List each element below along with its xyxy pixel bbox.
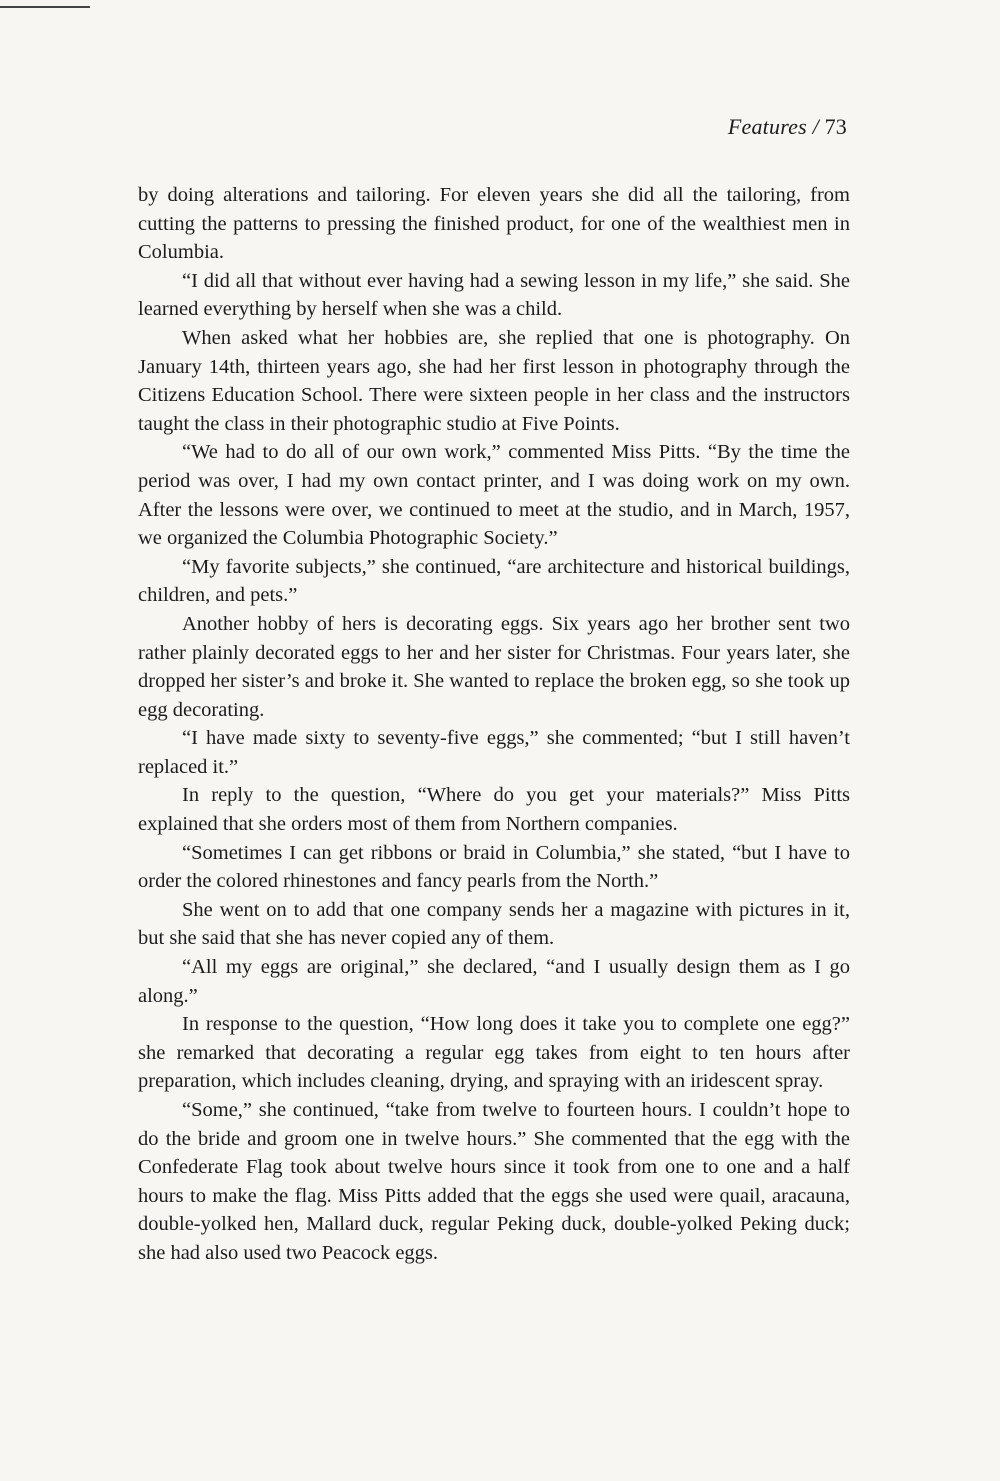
paragraph-10: She went on to add that one company sends her a magazine with pictures in it, but she said that she has never copied any of them. [138,898,850,950]
paragraph-2: “I did all that without ever having had a sewing lesson in my life,” she said. She learned everything by herself when she was a child. [138,269,850,321]
page-number: 73 [824,114,847,139]
running-header [728,114,847,140]
paragraph-4: “We had to do all of our own work,” commented Miss Pitts. “By the time the period was over, I had my own contact printer, and I was doing work on my own. After the lessons were over, we continued to meet at the studio, and in March, 1957, we organized the Columbia Photographic Society.” [138,441,850,550]
paragraph-13: “Some,” she continued, “take from twelve to fourteen hours. I couldn’t hope to do the bride and groom one in twelve hours.” She commented that the egg with the Confederate Flag took about twelve hours since it took from one to one and a half hours to make the flag. Miss Pitts added that the eggs she used were quail, aracauna, double-yolked hen, Mallard duck, regular Peking duck, double-yolked Peking duck; she had also used two Peacock eggs. [138,1099,850,1264]
paragraph-3: When asked what her hobbies are, she replied that one is photography. On January 14th, thirteen years ago, she had her first lesson in photography through the Citizens Education School. There were sixteen people in her class and the instructors taught the class in their photographic studio at Five Points. [138,326,850,435]
paragraph-9: “Sometimes I can get ribbons or braid in Columbia,” she stated, “but I have to order the colored rhinestones and fancy pearls from the North.” [138,841,850,893]
paragraph-6: Another hobby of hers is decorating eggs. Six years ago her brother sent two rather plainly decorated eggs to her and her sister for Christmas. Four years later, she dropped her sister’s and broke it. She wanted to replace the broken egg, so she took up egg decorating. [138,612,850,721]
header-separator: / [806,114,825,139]
paragraph-11: “All my eggs are original,” she declared, “and I usually design them as I go along.” [138,956,850,1007]
article-body [138,181,850,1268]
paragraph-5: “My favorite subjects,” she continued, “are architecture and historical buildings, children, and pets.” [138,555,850,607]
paragraph-1: by doing alterations and tailoring. For eleven years she did all the tailoring, from cutting the patterns to pressing the finished product, for one of the wealthiest men in Columbia. [138,184,850,264]
paragraph-7: “I have made sixty to seventy-five eggs,” she commented; “but I still haven’t replaced it.” [138,727,850,778]
paragraph-12: In response to the question, “How long does it take you to complete one egg?” she remarked that decorating a regular egg takes from eight to ten hours after preparation, which includes cleaning, drying, and spraying with an iridescent spray. [138,1013,850,1093]
paragraph-8: In reply to the question, “Where do you get your materials?” Miss Pitts explained that she orders most of them from Northern companies. [138,784,850,836]
scan-edge-mark [0,6,90,8]
section-title: Features [727,114,807,139]
